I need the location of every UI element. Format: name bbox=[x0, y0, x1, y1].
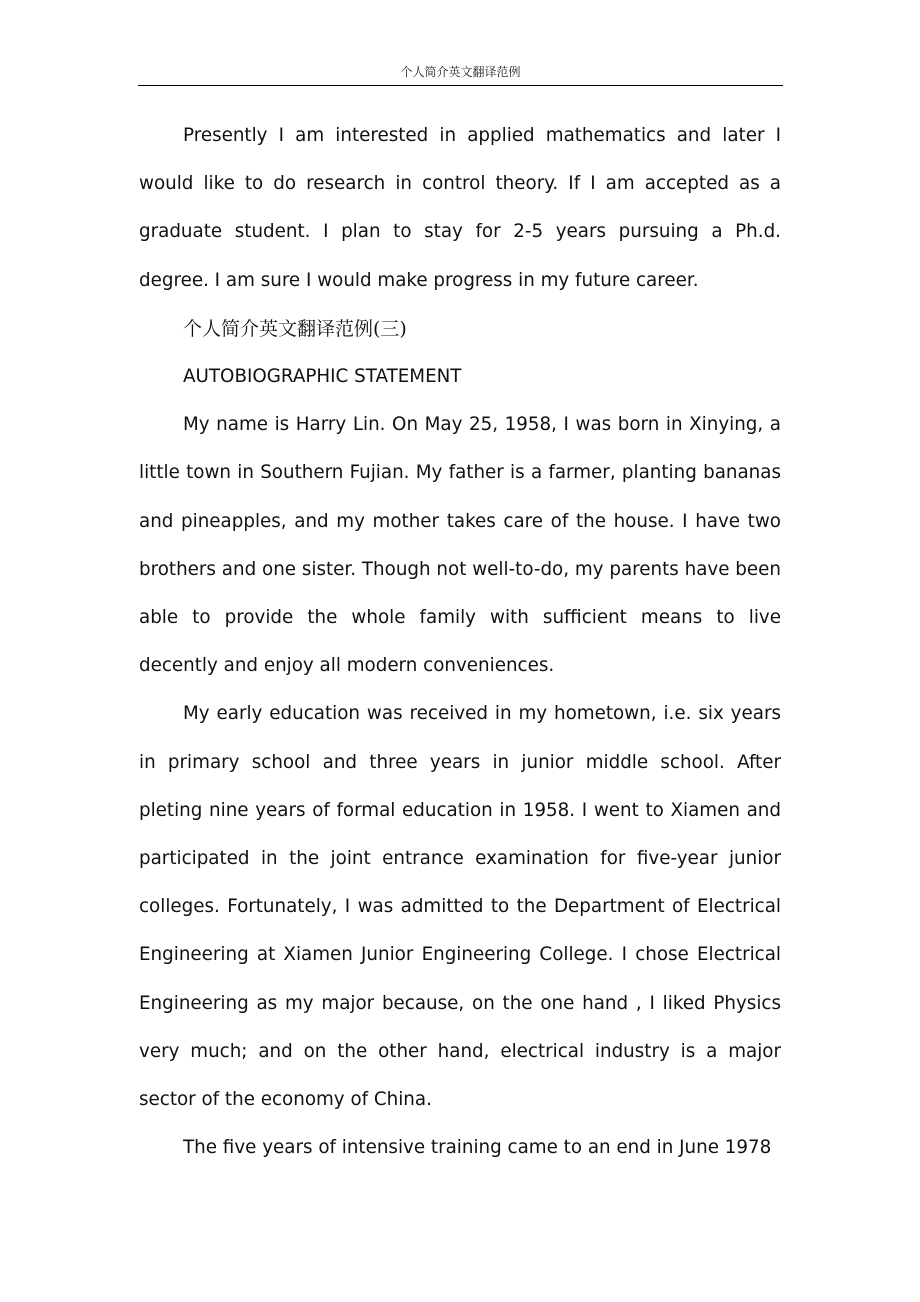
document-body bbox=[139, 112, 781, 1172]
paragraph-training-end: The five years of intensive training came to an end in June 1978 bbox=[183, 1137, 772, 1159]
running-header: 个人简介英文翻译范例 bbox=[138, 60, 783, 86]
paragraph-early-education: My early education was received in my hometown, i.e. six years in primary school and three years in junior middle school. After pleting nine years of formal education in 1958. I went to Xiamen and participated in the joint entrance examination for five-year junior colleges. Fortunately, I was admitted to the Department of Electrical Engineering at Xiamen Junior Engineering College. I chose Electrical Engineering as my major because, on the one hand , I liked Physics very much; and on the other hand, electrical industry is a major sector of the economy of China. bbox=[139, 703, 781, 1111]
paragraph-family-background: My name is Harry Lin. On May 25, 1958, I was born in Xinying, a little town in Southern Fujian. My father is a farmer, planting bananas and pineapples, and my mother takes care of the house. I have two brothers and one sister. Though not well-to-do, my parents have been able to provide the whole family with sufficient means to live decently and enjoy all modern conveniences. bbox=[139, 414, 781, 677]
statement-title: AUTOBIOGRAPHIC STATEMENT bbox=[183, 366, 462, 388]
paragraph-research-plans: Presently I am interested in applied mathematics and later I would like to do research in control theory. If I am accepted as a graduate student. I plan to stay for 2-5 years pursuing a Ph.d. degree. I am sure I would make progress in my future career. bbox=[139, 125, 781, 291]
section-heading: 个人简介英文翻译范例(三) bbox=[183, 317, 407, 340]
